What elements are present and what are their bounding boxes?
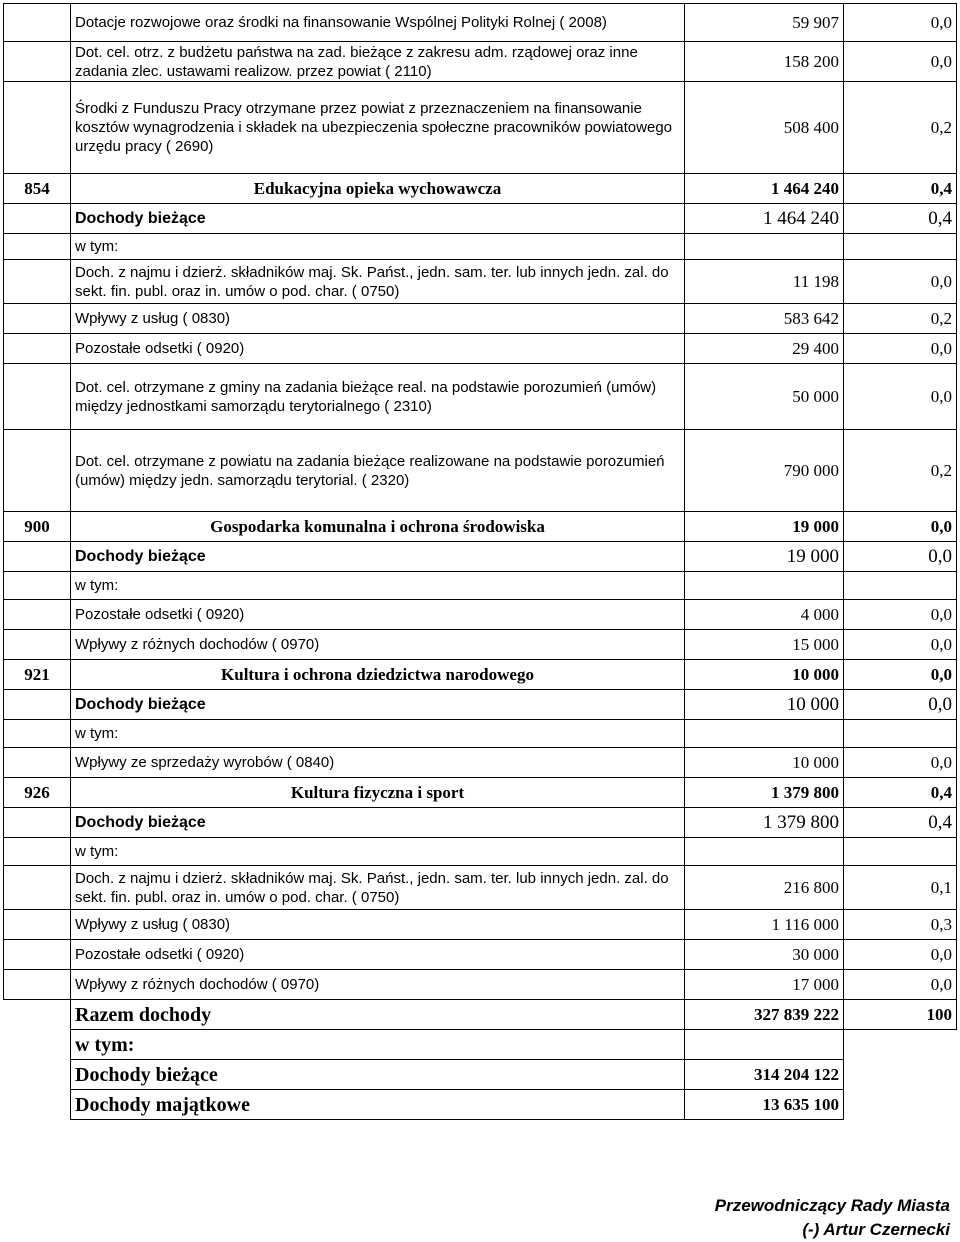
row-description: Pozostałe odsetki ( 0920): [71, 334, 685, 364]
row-description: Doch. z najmu i dzierż. składników maj. Sk. Państ., jedn. sam. ter. lub innych jedn. zal. do sekt. fin. publ. oraz in. umów o pod. char. ( 0750): [71, 866, 685, 910]
row-percent: 0,0: [844, 364, 957, 430]
row-percent: 0,2: [844, 304, 957, 334]
signature-name: (-) Artur Czernecki: [802, 1220, 950, 1239]
section-code: [4, 838, 71, 866]
table-row: [4, 808, 957, 838]
row-description: Dochody bieżące: [71, 690, 685, 720]
row-description: Doch. z najmu i dzierż. składników maj. Sk. Państ., jedn. sam. ter. lub innych jedn. zal. do sekt. fin. publ. oraz in. umów o pod. char. ( 0750): [71, 260, 685, 304]
section-code: 921: [4, 660, 71, 690]
section-code: 900: [4, 512, 71, 542]
row-amount: 1 379 800: [685, 808, 844, 838]
row-amount: 508 400: [685, 82, 844, 174]
section-code: [4, 808, 71, 838]
row-percent: 0,0: [844, 660, 957, 690]
row-percent: 0,0: [844, 940, 957, 970]
section-code: [4, 234, 71, 260]
revenue-table: [3, 3, 957, 1120]
row-amount: 17 000: [685, 970, 844, 1000]
table-row: [4, 630, 957, 660]
row-description: Wpływy z różnych dochodów ( 0970): [71, 630, 685, 660]
row-amount: 30 000: [685, 940, 844, 970]
section-code: [4, 42, 71, 82]
table-row: [4, 720, 957, 748]
row-amount: [685, 720, 844, 748]
table-row: [4, 600, 957, 630]
table-row: [4, 910, 957, 940]
row-amount: [685, 234, 844, 260]
total-amount: 314 204 122: [685, 1060, 844, 1090]
table-row: [4, 838, 957, 866]
section-code: [4, 304, 71, 334]
row-percent: 0,0: [844, 748, 957, 778]
row-amount: 50 000: [685, 364, 844, 430]
total-spacer: [4, 1000, 71, 1030]
row-percent: 0,0: [844, 630, 957, 660]
row-description: w tym:: [71, 838, 685, 866]
section-code: [4, 364, 71, 430]
total-amount: 327 839 222: [685, 1000, 844, 1030]
row-amount: 10 000: [685, 660, 844, 690]
row-percent: 0,0: [844, 42, 957, 82]
row-percent: 0,4: [844, 778, 957, 808]
table-row: [4, 866, 957, 910]
table-row: [4, 334, 957, 364]
row-percent: [844, 234, 957, 260]
row-percent: 0,0: [844, 4, 957, 42]
row-percent: 0,4: [844, 808, 957, 838]
section-code: [4, 82, 71, 174]
table-row: [4, 82, 957, 174]
section-code: [4, 334, 71, 364]
row-amount: 29 400: [685, 334, 844, 364]
row-percent: 0,4: [844, 174, 957, 204]
total-label: w tym:: [71, 1030, 685, 1060]
row-percent: 0,0: [844, 512, 957, 542]
row-amount: 158 200: [685, 42, 844, 82]
row-description: Wpływy z usług ( 0830): [71, 304, 685, 334]
row-percent: 0,0: [844, 260, 957, 304]
row-description: Dochody bieżące: [71, 542, 685, 572]
table-row: [4, 572, 957, 600]
row-description: Edukacyjna opieka wychowawcza: [71, 174, 685, 204]
table-row: [4, 304, 957, 334]
table-row: [4, 260, 957, 304]
total-row: [4, 1060, 957, 1090]
row-description: Dochody bieżące: [71, 204, 685, 234]
row-percent: 0,0: [844, 600, 957, 630]
table-row: [4, 364, 957, 430]
row-amount: 11 198: [685, 260, 844, 304]
row-description: Kultura i ochrona dziedzictwa narodowego: [71, 660, 685, 690]
row-percent: 0,0: [844, 542, 957, 572]
section-code: [4, 940, 71, 970]
total-percent: [844, 1090, 957, 1120]
row-amount: 790 000: [685, 430, 844, 512]
total-percent: 100: [844, 1000, 957, 1030]
total-spacer: [4, 1090, 71, 1120]
table-row: [4, 204, 957, 234]
total-label: Razem dochody: [71, 1000, 685, 1030]
section-code: [4, 4, 71, 42]
row-amount: 19 000: [685, 512, 844, 542]
row-amount: 583 642: [685, 304, 844, 334]
row-percent: 0,2: [844, 430, 957, 512]
row-description: Dochody bieżące: [71, 808, 685, 838]
row-percent: 0,0: [844, 334, 957, 364]
row-description: Wpływy z usług ( 0830): [71, 910, 685, 940]
total-amount: 13 635 100: [685, 1090, 844, 1120]
total-row: [4, 1090, 957, 1120]
row-description: Środki z Funduszu Pracy otrzymane przez powiat z przeznaczeniem na finansowanie kosztów wynagrodzenia i składek na ubezpieczenia społeczne pracowników powiatowego urzędu pracy ( 2690): [71, 82, 685, 174]
table-row: [4, 234, 957, 260]
section-code: [4, 630, 71, 660]
row-amount: 19 000: [685, 542, 844, 572]
section-row: [4, 512, 957, 542]
row-percent: 0,4: [844, 204, 957, 234]
row-description: Wpływy z różnych dochodów ( 0970): [71, 970, 685, 1000]
section-code: [4, 542, 71, 572]
total-amount: [685, 1030, 844, 1060]
row-description: Pozostałe odsetki ( 0920): [71, 600, 685, 630]
table-row: [4, 430, 957, 512]
row-description: Dotacje rozwojowe oraz środki na finansowanie Wspólnej Polityki Rolnej ( 2008): [71, 4, 685, 42]
row-amount: 1 379 800: [685, 778, 844, 808]
total-row: [4, 1000, 957, 1030]
row-description: w tym:: [71, 720, 685, 748]
total-label: Dochody majątkowe: [71, 1090, 685, 1120]
total-percent: [844, 1060, 957, 1090]
section-code: 926: [4, 778, 71, 808]
row-percent: 0,2: [844, 82, 957, 174]
section-code: [4, 430, 71, 512]
section-code: [4, 720, 71, 748]
row-description: Wpływy ze sprzedaży wyrobów ( 0840): [71, 748, 685, 778]
row-description: Gospodarka komunalna i ochrona środowiska: [71, 512, 685, 542]
section-code: [4, 572, 71, 600]
row-amount: 1 464 240: [685, 174, 844, 204]
row-amount: 10 000: [685, 748, 844, 778]
total-spacer: [4, 1030, 71, 1060]
revenue-table-body: [4, 4, 957, 1120]
row-percent: 0,0: [844, 970, 957, 1000]
section-code: [4, 866, 71, 910]
row-amount: 216 800: [685, 866, 844, 910]
row-amount: 1 116 000: [685, 910, 844, 940]
row-description: Dot. cel. otrzymane z gminy na zadania bieżące real. na podstawie porozumień (umów) między jednostkami samorządu terytorialnego ( 2310): [71, 364, 685, 430]
table-row: [4, 4, 957, 42]
row-description: w tym:: [71, 572, 685, 600]
section-code: 854: [4, 174, 71, 204]
row-percent: [844, 572, 957, 600]
table-row: [4, 940, 957, 970]
section-code: [4, 260, 71, 304]
table-row: [4, 748, 957, 778]
total-percent: [844, 1030, 957, 1060]
section-row: [4, 660, 957, 690]
row-description: Kultura fizyczna i sport: [71, 778, 685, 808]
row-percent: [844, 720, 957, 748]
row-amount: [685, 838, 844, 866]
row-amount: 59 907: [685, 4, 844, 42]
section-code: [4, 748, 71, 778]
section-row: [4, 778, 957, 808]
table-row: [4, 42, 957, 82]
row-description: Dot. cel. otrz. z budżetu państwa na zad. bieżące z zakresu adm. rządowej oraz inne zadania zlec. ustawami realizow. przez powiat ( 2110): [71, 42, 685, 82]
row-description: Dot. cel. otrzymane z powiatu na zadania bieżące realizowane na podstawie porozumień (umów) między jedn. samorządu terytorial. ( 2320): [71, 430, 685, 512]
row-amount: 4 000: [685, 600, 844, 630]
row-percent: 0,1: [844, 866, 957, 910]
row-percent: [844, 838, 957, 866]
row-amount: 10 000: [685, 690, 844, 720]
row-amount: [685, 572, 844, 600]
section-code: [4, 600, 71, 630]
row-amount: 15 000: [685, 630, 844, 660]
section-row: [4, 174, 957, 204]
row-amount: 1 464 240: [685, 204, 844, 234]
row-description: w tym:: [71, 234, 685, 260]
total-row: [4, 1030, 957, 1060]
section-code: [4, 204, 71, 234]
total-spacer: [4, 1060, 71, 1090]
section-code: [4, 970, 71, 1000]
table-row: [4, 542, 957, 572]
section-code: [4, 910, 71, 940]
row-percent: 0,3: [844, 910, 957, 940]
row-percent: 0,0: [844, 690, 957, 720]
table-row: [4, 970, 957, 1000]
section-code: [4, 690, 71, 720]
signature-title: Przewodniczący Rady Miasta: [714, 1196, 950, 1215]
row-description: Pozostałe odsetki ( 0920): [71, 940, 685, 970]
table-row: [4, 690, 957, 720]
total-label: Dochody bieżące: [71, 1060, 685, 1090]
